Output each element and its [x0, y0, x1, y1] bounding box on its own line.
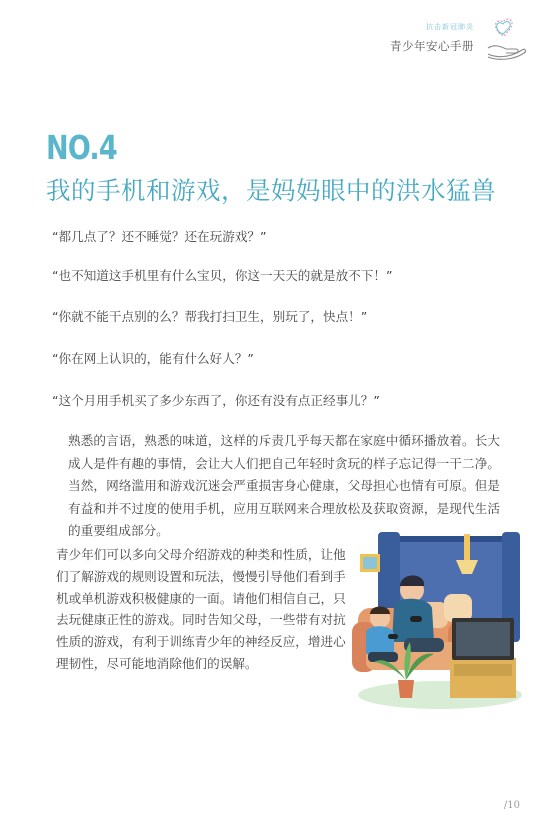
header-title: 青少年安心手册	[390, 39, 474, 53]
heart-hand-logo-icon	[482, 14, 532, 62]
quote-2: “也不知道这手机里有什么宝贝，你这一天天的就是放不下！”	[52, 268, 393, 283]
section-heading: 我的手机和游戏，是妈妈眼中的洪水猛兽	[46, 176, 496, 205]
quote-5: “这个月用手机买了多少东西了，你还有没有点正经事儿？”	[52, 393, 380, 408]
header	[392, 14, 532, 66]
family-gaming-illustration	[352, 530, 522, 710]
quote-4: “你在网上认识的，能有什么好人？”	[52, 351, 254, 366]
quote-1: “都几点了？还不睡觉？还在玩游戏？”	[52, 229, 267, 244]
quote-3: “你就不能干点别的么？帮我打扫卫生，别玩了，快点！”	[52, 309, 368, 324]
page-number: /10	[503, 800, 520, 811]
section-number: NO.4	[46, 128, 117, 167]
body-paragraph-1: 熟悉的言语，熟悉的味道，这样的斥责几乎每天都在家庭中循环播放着。长大成人是件有趣的事情，会让大人们把自己年轻时贪玩的样子忘记得一干二净。当然，网络滥用和游戏沉迷会严重损害身心健康，父母担心也情有可原。但是有益和并不过度的使用手机，应用互联网来合理放松及获取资源，是现代生活的重要组成部分。	[68, 433, 500, 538]
header-subtitle: 抗击新冠肺炎	[426, 23, 474, 31]
body-paragraph-2: 青少年们可以多向父母介绍游戏的种类和性质，让他们了解游戏的规则设置和玩法，慢慢引导他们看到手机或单机游戏积极健康的一面。请他们相信自己，只去玩健康正性的游戏。同时告知父母，一些带有对抗性质的游戏，有利于训练青少年的神经反应，增进心理韧性，尽可能地消除他们的误解。	[56, 547, 346, 671]
